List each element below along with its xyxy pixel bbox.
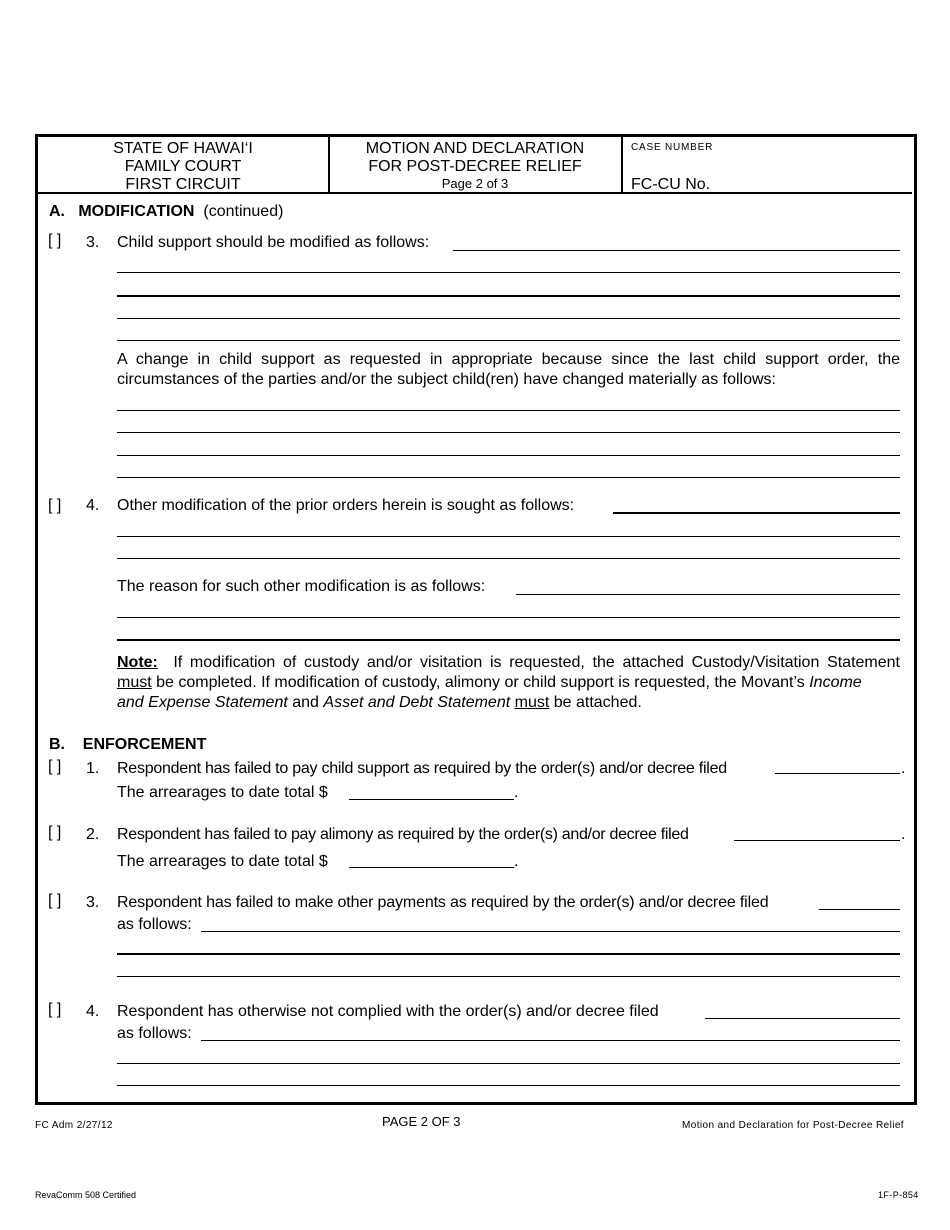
b3-answer-line-3[interactable] [117, 976, 900, 977]
a4-reason-line-1[interactable] [516, 594, 900, 595]
note-line3-end: be attached. [553, 694, 642, 711]
a3-answer-line-2[interactable] [117, 272, 900, 273]
a3-change-line-1[interactable] [117, 410, 900, 411]
case-number-prefix: FC-CU No. [631, 176, 711, 193]
b3-checkbox[interactable]: [ ] [48, 892, 62, 909]
b1-text: Respondent has failed to pay child support as required by the order(s) and/or decree filed [117, 760, 727, 777]
note-income-expense-statement: and Expense Statement [117, 694, 288, 711]
footer-form-code: FC Adm 2/27/12 [35, 1120, 113, 1131]
a3-change-paragraph-line1: A change in child support as requested in appropriate because since the last child support order, the [117, 351, 900, 368]
a3-answer-line-4[interactable] [117, 318, 900, 319]
b2-period: . [901, 826, 906, 843]
b2-number: 2. [86, 826, 100, 843]
a4-text: Other modification of the prior orders herein is sought as follows: [117, 497, 575, 514]
b3-text: Respondent has failed to make other payments as required by the order(s) and/or decree filed [117, 894, 769, 911]
note-asset-debt-statement: Asset and Debt Statement [323, 694, 511, 711]
b3-number: 3. [86, 894, 100, 911]
note-line2 [117, 674, 862, 692]
b1-arrears-text: The arrearages to date total $ [117, 784, 328, 801]
a4-answer-line-1[interactable] [613, 512, 900, 514]
b4-answer-line-2[interactable] [117, 1063, 900, 1064]
section-a-heading [49, 203, 283, 221]
section-a-subtitle: (continued) [203, 203, 284, 220]
b1-number: 1. [86, 760, 100, 777]
footer-form-title: Motion and Declaration for Post-Decree Relief [682, 1120, 904, 1131]
form-title-line1: MOTION AND DECLARATION [365, 140, 585, 157]
section-b-title: ENFORCEMENT [82, 736, 207, 753]
note-label: Note: [117, 654, 158, 671]
b3-answer-line-1[interactable] [201, 931, 900, 932]
b4-text: Respondent has otherwise not complied with the order(s) and/or decree filed [117, 1003, 659, 1020]
a4-number: 4. [86, 497, 100, 514]
b3-as-follows: as follows: [117, 916, 192, 933]
a4-answer-line-3[interactable] [117, 558, 900, 559]
header-divider-2 [621, 136, 623, 193]
b4-answer-line-1[interactable] [201, 1040, 900, 1041]
a4-reason-line-2[interactable] [117, 617, 900, 618]
b2-arrears-text: The arrearages to date total $ [117, 853, 328, 870]
b3-date-line[interactable] [819, 909, 900, 910]
a3-checkbox[interactable]: [ ] [48, 232, 62, 249]
note-and: and [292, 694, 319, 711]
b4-date-line[interactable] [705, 1018, 900, 1019]
note-line3 [117, 694, 642, 712]
b4-checkbox[interactable]: [ ] [48, 1001, 62, 1018]
court-state: STATE OF HAWAI‘I [113, 140, 253, 157]
b1-arrears-line[interactable] [349, 799, 514, 800]
b1-date-line[interactable] [775, 773, 900, 774]
a3-change-paragraph-line2: circumstances of the parties and/or the subject child(ren) have changed materially as follows: [117, 371, 776, 388]
a3-answer-line-1[interactable] [453, 250, 900, 251]
b1-checkbox[interactable]: [ ] [48, 758, 62, 775]
b2-date-line[interactable] [734, 840, 900, 841]
b2-text: Respondent has failed to pay alimony as required by the order(s) and/or decree filed [117, 826, 689, 843]
footer-certified: RevaComm 508 Certified [35, 1190, 137, 1200]
note-must-2: must [514, 694, 550, 711]
a3-change-line-2[interactable] [117, 432, 900, 433]
b4-as-follows: as follows: [117, 1025, 192, 1042]
b1-arrears-period: . [514, 784, 519, 801]
case-number-label: CASE NUMBER [631, 142, 714, 153]
b2-checkbox[interactable]: [ ] [48, 824, 62, 841]
b2-arrears-line[interactable] [349, 867, 514, 868]
b4-number: 4. [86, 1003, 100, 1020]
a3-change-line-4[interactable] [117, 477, 900, 478]
form-title-line2: FOR POST-DECREE RELIEF [368, 158, 582, 175]
b3-answer-line-2[interactable] [117, 953, 900, 955]
footer-page: PAGE 2 OF 3 [382, 1114, 461, 1129]
section-a-letter: A. [49, 203, 65, 220]
b1-period: . [901, 760, 906, 777]
a4-reason-line-3[interactable] [117, 639, 900, 641]
a3-text: Child support should be modified as follows: [117, 234, 430, 251]
section-b-letter: B. [49, 736, 65, 753]
note-line1-text: If modification of custody and/or visitation is requested, the attached Custody/Visitation Statement [173, 654, 900, 671]
note-line1 [117, 654, 900, 672]
section-a-title: MODIFICATION [78, 203, 195, 220]
court-family: FAMILY COURT [124, 158, 242, 175]
a4-reason-text: The reason for such other modification is as follows: [117, 578, 486, 595]
a3-answer-line-3[interactable] [117, 295, 900, 297]
a3-number: 3. [86, 234, 100, 251]
b2-arrears-period: . [514, 853, 519, 870]
section-b-heading [49, 736, 206, 754]
note-must-1: must [117, 674, 152, 691]
a3-answer-line-5[interactable] [117, 340, 900, 341]
note-income-word: Income [809, 674, 862, 691]
a4-answer-line-2[interactable] [117, 536, 900, 537]
form-frame [35, 134, 917, 1105]
note-line2-text: be completed. If modification of custody, alimony or child support is requested, the Movant’s [156, 674, 805, 691]
court-circuit: FIRST CIRCUIT [125, 176, 241, 193]
footer-form-number: 1F-P-854 [878, 1190, 919, 1200]
form-page-label: Page 2 of 3 [441, 176, 509, 191]
a4-checkbox[interactable]: [ ] [48, 497, 62, 514]
a3-change-line-3[interactable] [117, 455, 900, 456]
b4-answer-line-3[interactable] [117, 1085, 900, 1086]
